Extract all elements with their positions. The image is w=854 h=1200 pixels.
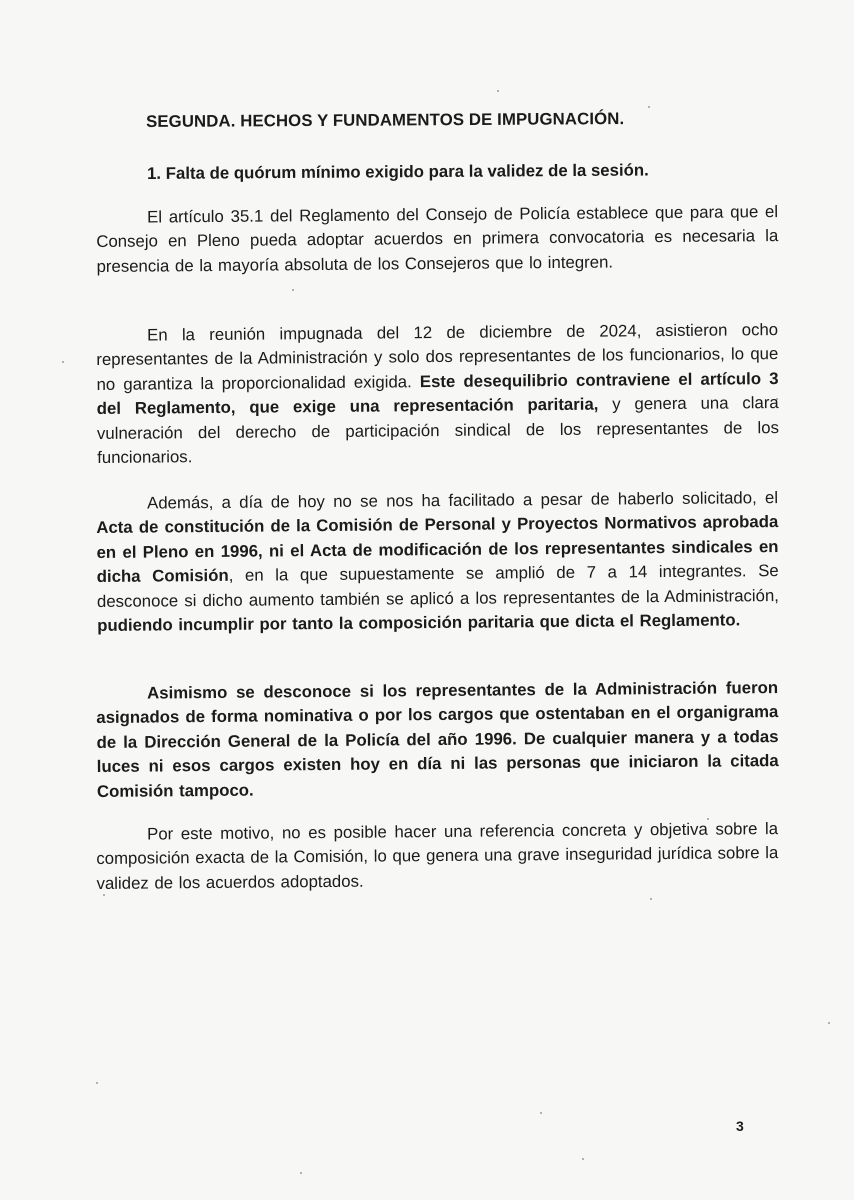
scan-speck [582,1158,584,1160]
scan-speck [540,1112,542,1114]
scan-speck [650,898,652,900]
scan-speck [828,1022,830,1024]
scan-speck [648,106,650,108]
scan-speck [62,361,64,363]
text-run: En la reunión impugnada del 12 de diciembre de 2024, asistieron ocho representantes de la Administración y solo dos representantes de los funcionarios, lo que no garantiza la proporcionalidad exigida. [96,320,779,394]
paragraph [96,200,779,279]
bold-text-run: Acta de constitución de la Comisión de Personal y Proyectos Normativos aprobada en el Pleno en 1996, ni el Acta de modificación de los representantes sindicales en dicha Comisión [96,512,779,587]
scan-speck [292,289,294,291]
scan-speck [300,1172,302,1174]
section-heading: SEGUNDA. HECHOS Y FUNDAMENTOS DE IMPUGNACIÓN. [146,109,625,131]
text-run: , en la que supuestamente se amplió de 7 a 14 integrantes. Se desconoce si dicho aumento también se aplicó a los representantes de la Administración, [96,561,780,611]
page-number: 3 [736,1118,744,1134]
bold-text-run: pudiendo incumplir por tanto la composición paritaria que dicta el Reglamento. [97,610,741,636]
scan-speck [497,90,499,92]
bold-text-run: Este desequilibrio contraviene el artículo 3 del Reglamento, que exige una representación paritaria, [96,368,779,419]
text-run: y genera una clara vulneración del derecho de participación sindical de los representantes de los funcionarios. [96,393,780,468]
paragraph [96,318,779,470]
paragraph [96,486,779,638]
text-run: Además, a día de hoy no se nos ha facilitado a pesar de haberlo solicitado, el [147,488,779,513]
text-run: El artículo 35.1 del Reglamento del Consejo de Policía establece que para que el Consejo en Pleno pueda adoptar acuerdos en primera convocatoria es necesaria la presencia de la mayoría absoluta de los Consejeros que lo integren. [96,202,779,276]
paragraph [96,676,779,804]
subsection-heading: 1. Falta de quórum mínimo exigido para la validez de la sesión. [147,160,649,183]
text-run: Por este motivo, no es posible hacer una referencia concreta y objetiva sobre la composición exacta de la Comisión, lo que genera una grave inseguridad jurídica sobre la validez de los acuerdos adoptados. [96,819,779,893]
bold-text-run: Asimismo se desconoce si los representantes de la Administración fueron asignados de forma nominativa o por los cargos que ostentaban en el organigrama de la Dirección General de la Policía del año 1996. De cualquier manera y a todas luces ni esos cargos existen hoy en día ni las personas que iniciaron la citada Comisión tampoco. [96,678,779,801]
paragraph [96,817,779,896]
scan-speck [96,1082,98,1084]
